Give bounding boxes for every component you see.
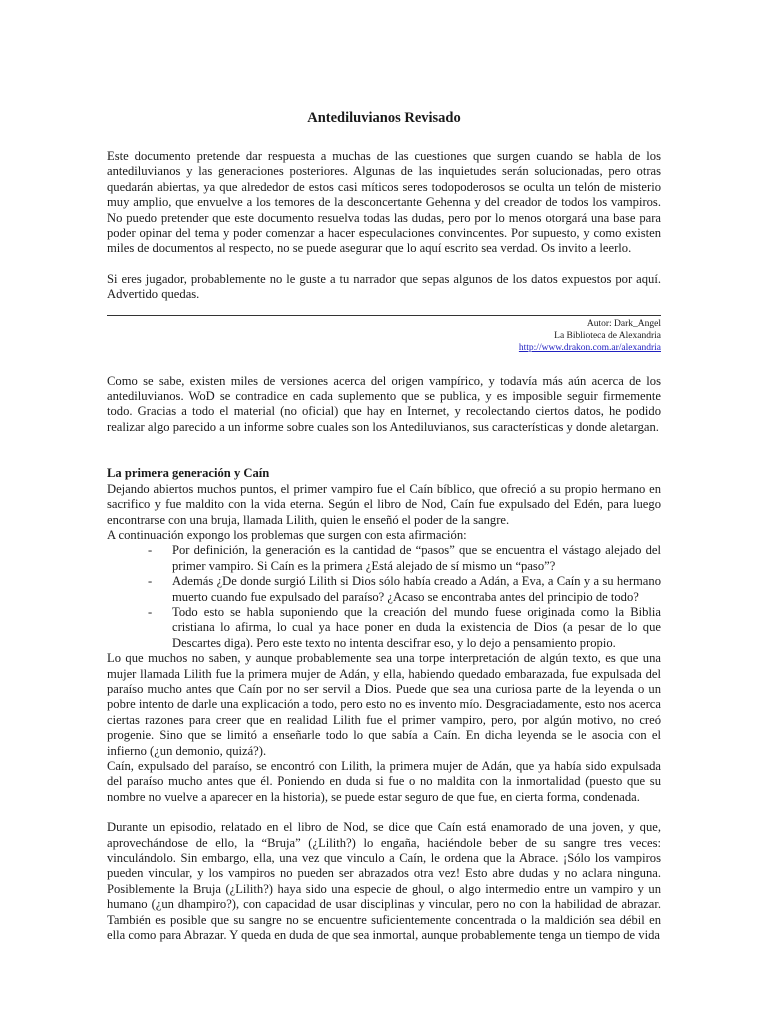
section-paragraph-2: A continuación expongo los problemas que surgen con esta afirmación: xyxy=(107,527,467,542)
section-paragraph-1: Dejando abiertos muchos puntos, el primer vampiro fue el Caín bíblico, que ofreció a su propio hermano en sacrifico y fue maldito con la vida eterna. Según el libro de Nod, Caín fue expulsado del Edén, para luego encontrarse con una bruja, llamada Lilith, quien le enseñó el poder de la sangre. xyxy=(107,481,661,527)
library-link[interactable]: http://www.drakon.com.ar/alexandria xyxy=(518,342,661,353)
document-body xyxy=(107,110,661,943)
author-credit: Autor: Dark_Angel xyxy=(586,318,661,329)
intro-paragraph-1: Este documento pretende dar respuesta a muchas de las cuestiones que surgen cuando se habla de los antediluvianos y las generaciones posteriores. Algunas de las inquietudes serán solucionadas, pero otras quedarán abiertas, ya que alrededor de estos casi míticos seres todopoderosos se oculta un telón de misterio muy amplio, que envuelve a los temores de la desconcertante Gehenna y del creador de todos los vampiros. No puedo pretender que este documento resuelva todas las dudas, pero por lo menos otorgará una base para poder opinar del tema y poder comenzar a hacer especulaciones convincentes. Por supuesto, y como existen miles de documentos al respecto, no se puede asegurar que lo aquí escrito sea verdad. Os invito a leerlo. xyxy=(107,149,661,256)
divider xyxy=(107,315,661,316)
credits-block xyxy=(107,318,661,354)
list-dash: - xyxy=(148,604,153,619)
list-item-text: Además ¿De donde surgió Lilith si Dios sólo había creado a Adán, a Eva, a Caín y a su hermano muerto cuando fue expulsado del paraíso? ¿Acaso se encontraba antes del principio de todo? xyxy=(172,574,661,604)
section-paragraph-3: Lo que muchos no saben, y aunque probablemente sea una torpe interpretación de algún texto, es que una mujer llamada Lilith fue la primera mujer de Adán, y ella, habiendo quedado embarazada, fue expulsada del paraíso mucho antes que Caín por no ser servil a Dios. Puede que sea una curiosa parte de la leyenda o un pobre intento de darle una explicación a todo, pero esto no es invento mío. Desgraciadamente, esto nos acerca ciertas razones para creer que en realidad Lilith fue el primer vampiro, pero, por algún motivo, no creó progenie. Sino que se limitó a enseñarle todo lo que sabía a Caín. En dicha leyenda se le asocia con el infierno (¿un demonio, quizá?). xyxy=(107,651,661,758)
section-paragraph-5: Durante un episodio, relatado en el libro de Nod, se dice que Caín está enamorado de una joven, y que, aprovechándose de ello, la “Bruja” (¿Lilith?) lo engaña, haciéndole beber de su sangre tres veces: vinculándolo. Sin embargo, ella, una vez que vinculo a Caín, le ordena que la Abrace. ¡Sólo los vampiros pueden vincular, y los vampiros no pueden ser abrazados otra vez! Esto abre dudas y no aclara ninguna. Posiblemente la Bruja (¿Lilith?) haya sido una especie de ghoul, o algo intermedio entre un vampiro y un humano (¿un dhampiro?), con capacidad de usar disciplinas y vincular, pero no con la habilidad de abrazar. También es posible que su sangre no se encuentre suficientemente concentrada o la maldición sea débil en ella como para Abrazar. Y queda en duda de que sea inmortal, aunque probablemente tenga un tiempo de vida xyxy=(107,820,661,943)
section-paragraph-4: Caín, expulsado del paraíso, se encontró con Lilith, la primera mujer de Adán, que ya había sido expulsada del paraíso mucho antes que él. Poniendo en duda si fue o no maldita con la inmortalidad (puesto que su nombre no vuelve a aparecer en la historia), se puede estar seguro de que fue, en cierta forma, condenada. xyxy=(107,759,661,804)
list-item-text: Por definición, la generación es la cantidad de “pasos” que se encuentra el vástago alejado del primer vampiro. Si Caín es la primera ¿Está alejado de sí mismo un “paso”? xyxy=(172,543,661,573)
list-dash: - xyxy=(148,543,153,558)
list-item-text: Todo esto se habla suponiendo que la creación del mundo fuese originada como la Biblia cristiana lo afirma, lo cual ya hace poner en duda la existencia de Dios (a pesar de lo que Descartes diga). Pero este texto no intenta descifrar eso, y lo dejo a pensamiento propio. xyxy=(172,604,661,650)
intro-paragraph-2: Si eres jugador, probablemente no le guste a tu narrador que sepas algunos de los datos expuestos por aquí. Advertido quedas. xyxy=(107,271,661,302)
preface-paragraph: Como se sabe, existen miles de versiones acerca del origen vampírico, y todavía más aún acerca de los antediluvianos. WoD se contradice en cada suplemento que se publica, y es imposible seguir firmemente todo. Gracias a todo el material (no oficial) que hay en Internet, y recolectando ciertos datos, he podido realizar algo parecido a un informe sobre cuales son los Antediluvianos, sus características y donde aletargan. xyxy=(107,373,661,434)
list-dash: - xyxy=(148,574,153,589)
problem-list xyxy=(107,543,661,651)
library-name: La Biblioteca de Alexandria xyxy=(554,330,661,341)
list-item xyxy=(107,543,661,574)
section-heading: La primera generación y Caín xyxy=(107,466,270,481)
list-item xyxy=(107,574,661,605)
list-item xyxy=(107,605,661,651)
document-title: Antediluvianos Revisado xyxy=(307,110,461,126)
